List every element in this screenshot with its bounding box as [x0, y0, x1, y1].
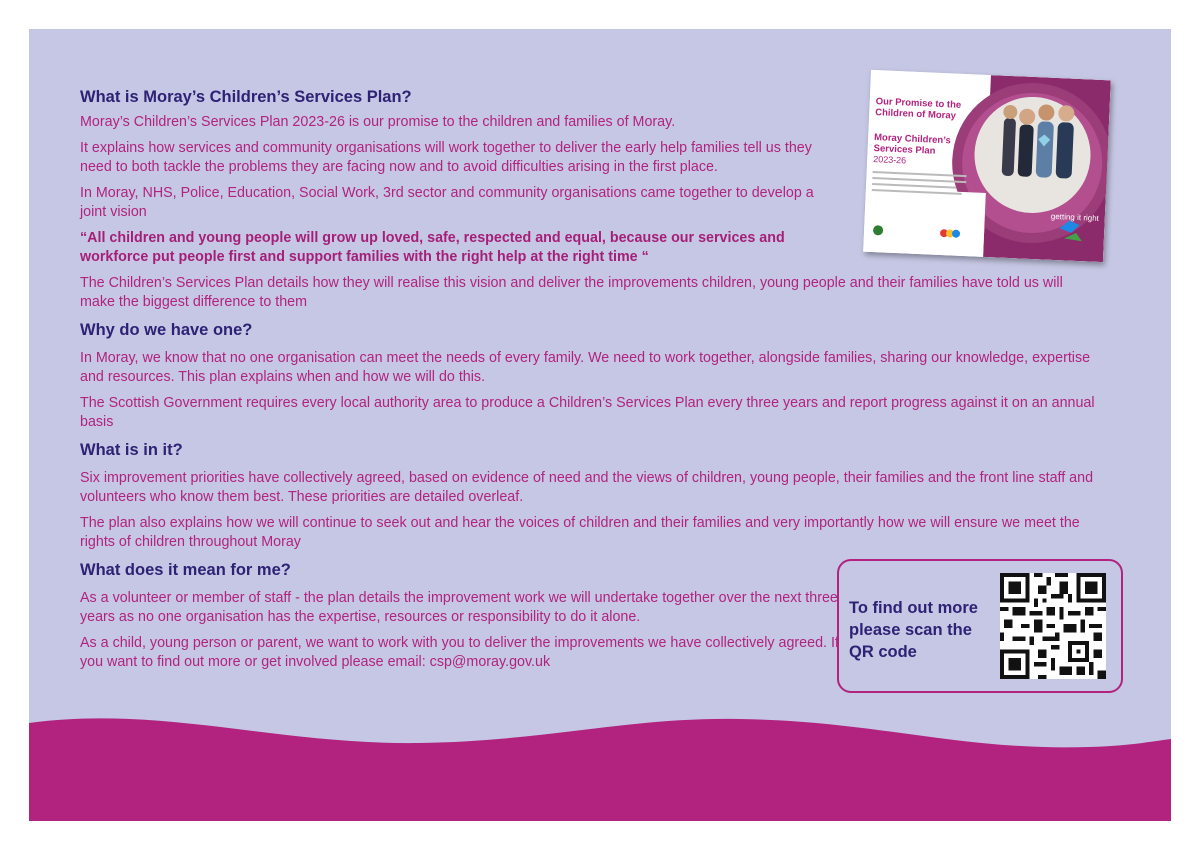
paragraph: As a child, young person or parent, we want to work with you to deliver the improvements we have collectively agreed. If you want to find out more or get involved please email: csp@moray.gov.uk	[80, 635, 839, 670]
paragraph: It explains how services and community organisations will work together to deliver the early help families tell us they need to both tackle the problems they are facing now and to avoid difficulties arising in the first place.	[80, 140, 812, 175]
paragraph: The plan also explains how we will continue to seek out and hear the voices of children and their families and very importantly how we will ensure we meet the rights of children throughout Moray	[80, 515, 1080, 550]
section-heading-meaning: What does it mean for me?	[80, 561, 291, 579]
paragraph: The Children’s Services Plan details how they will realise this vision and deliver the improvements children, young people and their families have told us will make the biggest difference to them	[80, 275, 1063, 310]
paragraph: The Scottish Government requires every local authority area to produce a Children’s Services Plan every three years and report progress against it on an annual basis	[80, 395, 1095, 430]
paragraph: In Moray, we know that no one organisation can meet the needs of every family. We need to work together, alongside families, sharing our knowledge, expertise and resources. This plan explains when and how we will do this.	[80, 350, 1091, 385]
qr-info-box	[837, 559, 1123, 693]
paragraph: Six improvement priorities have collectively agreed, based on evidence of need and the views of children, young people, their families and the front line staff and volunteers who know them best. These priorities are detailed overleaf.	[80, 470, 1094, 505]
qr-code-icon[interactable]	[1000, 573, 1106, 679]
cover-title: Our Promise to the Children of Moray	[874, 96, 962, 122]
cover-subtitle-text: Moray Children’s Services Plan	[873, 132, 952, 157]
wave-decoration	[29, 711, 1171, 821]
vision-quote: “All children and young people will grow up loved, safe, respected and equal, because our services and workforce put people first and support families with the right help at the right time “	[80, 230, 785, 265]
paragraph: Moray’s Children’s Services Plan 2023-26 is our promise to the children and families of Moray.	[80, 114, 676, 130]
paragraph: As a volunteer or member of staff - the plan details the improvement work we will undertake together over the next three years as no one organisation has the expertise, resources or responsibility to do it alone.	[80, 590, 838, 625]
cover-year: 2023-26	[872, 154, 907, 166]
cover-logo-text: getting it right	[1050, 211, 1100, 223]
qr-instructions: To find out more please scan the QR code	[849, 599, 978, 661]
section-heading-what-in-it: What is in it?	[80, 441, 183, 459]
page-sheet	[29, 29, 1171, 821]
section-heading-what-is: What is Moray’s Children’s Services Plan?	[80, 88, 412, 106]
section-heading-why: Why do we have one?	[80, 321, 253, 339]
paragraph: In Moray, NHS, Police, Education, Social Work, 3rd sector and community organisations came together to develop a joint vision	[80, 185, 814, 220]
